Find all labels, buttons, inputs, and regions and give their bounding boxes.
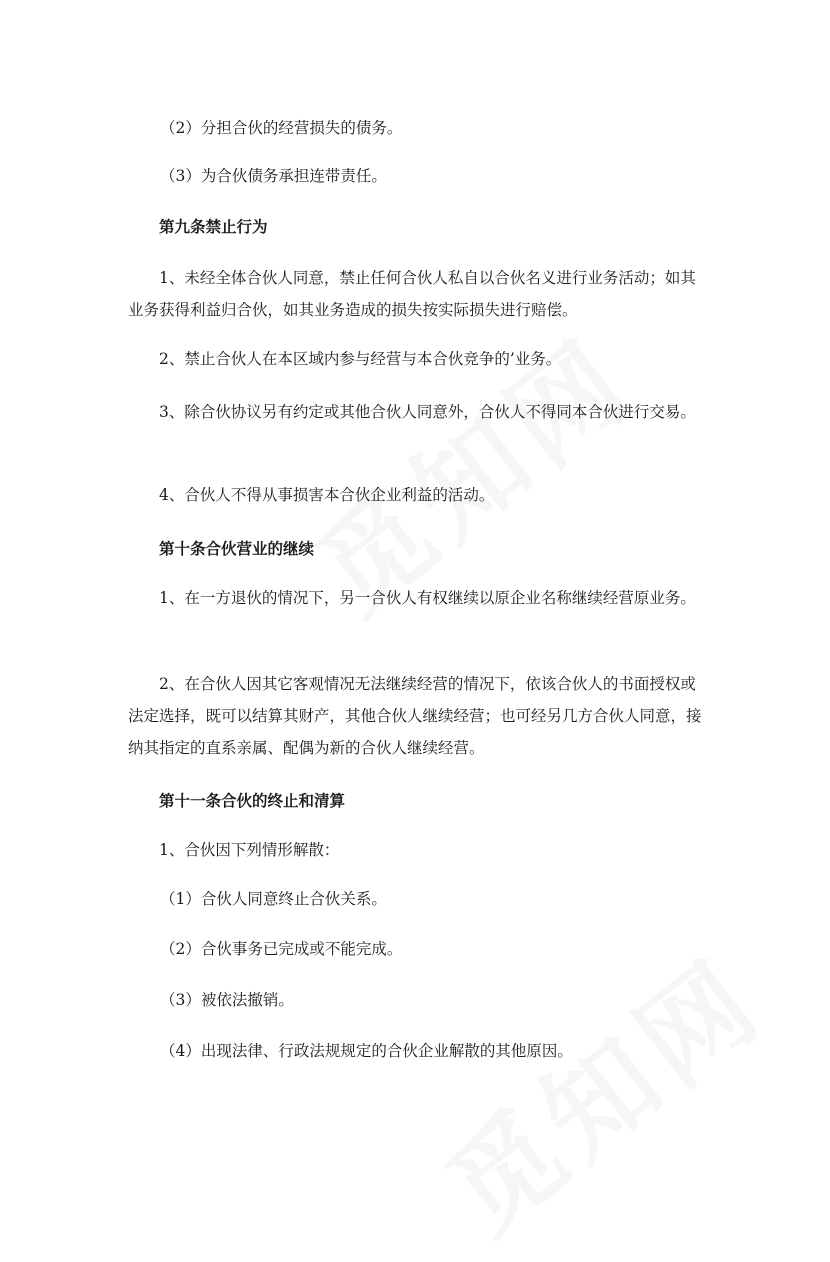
paragraph: 4、合伙人不得从事损害本合伙企业利益的活动。 [159,486,495,504]
section-heading: 第九条禁止行为 [159,218,268,236]
watermark [410,916,791,1262]
paragraph: 1、未经全体合伙人同意，禁止任何合伙人私自以合伙名义进行业务活动；如其业务获得利益归合伙，如其业务造成的损失按实际损失进行赔偿。 [128,269,696,319]
list-item: （2）合伙事务已完成或不能完成。 [160,940,403,958]
paragraph: 3、除合伙协议另有约定或其他合伙人同意外，合伙人不得同本合伙进行交易。 [159,403,696,421]
list-item: （1）合伙人同意终止合伙关系。 [160,890,387,908]
section-heading: 第十一条合伙的终止和清算 [159,792,346,810]
list-item: （4）出现法律、行政法规规定的合伙企业解散的其他原因。 [160,1042,573,1060]
list-item: （2）分担合伙的经营损失的债务。 [160,119,403,137]
section-heading: 第十条合伙营业的继续 [159,540,315,558]
paragraph: 1、合伙因下列情形解散： [159,841,340,859]
paragraph: 1、在一方退伙的情况下，另一合伙人有权继续以原企业名称继续经营原业务。 [159,589,696,607]
list-item: （3）被依法撤销。 [160,991,294,1009]
list-item: （3）为合伙债务承担连带责任。 [160,167,387,185]
paragraph: 2、禁止合伙人在本区域内参与经营与本合伙竞争的’业务。 [159,350,562,368]
paragraph: 2、在合伙人因其它客观情况无法继续经营的情况下，依该合伙人的书面授权或法定选择，既可以结算其财产，其他合伙人继续经营；也可经另几方合伙人同意，接纳其指定的直系亲属、配偶为新的合伙人继续经营。 [128,675,702,757]
